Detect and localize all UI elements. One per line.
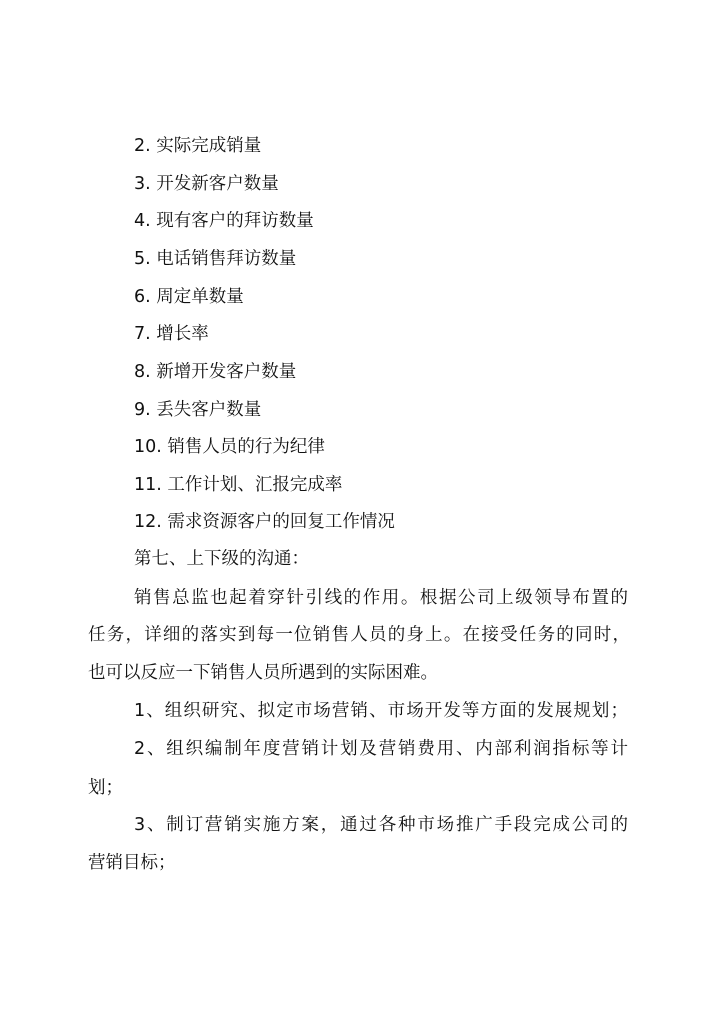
list-item: 7. 增长率 [134, 324, 209, 344]
list-item: 10. 销售人员的行为纪律 [134, 437, 325, 457]
list-item: 12. 需求资源客户的回复工作情况 [134, 512, 395, 532]
list-item: 6. 周定单数量 [134, 287, 244, 307]
list-item: 9. 丢失客户数量 [134, 400, 262, 420]
list-item: 4. 现有客户的拜访数量 [134, 211, 314, 231]
duty-item: 3、制订营销实施方案，通过各种市场推广手段完成公司的 [134, 815, 628, 835]
paragraph-line: 任务，详细的落实到每一位销售人员的身上。在接受任务的同时， [88, 625, 630, 645]
list-item: 11. 工作计划、汇报完成率 [134, 475, 343, 495]
list-item: 3. 开发新客户数量 [134, 174, 279, 194]
paragraph-line: 也可以反应一下销售人员所遇到的实际困难。 [88, 663, 438, 683]
duty-item: 1、组织研究、拟定市场营销、市场开发等方面的发展规划； [134, 701, 628, 721]
duty-item-continuation: 划； [88, 778, 123, 798]
list-item: 2. 实际完成销量 [134, 136, 262, 156]
duty-item: 2、组织编制年度营销计划及营销费用、内部利润指标等计 [134, 739, 628, 759]
list-item: 5. 电话销售拜访数量 [134, 249, 297, 269]
paragraph-line: 销售总监也起着穿针引线的作用。根据公司上级领导布置的 [134, 588, 628, 608]
duty-item-continuation: 营销目标； [88, 853, 176, 873]
list-item: 8. 新增开发客户数量 [134, 362, 297, 382]
section-heading: 第七、上下级的沟通： [134, 549, 309, 569]
